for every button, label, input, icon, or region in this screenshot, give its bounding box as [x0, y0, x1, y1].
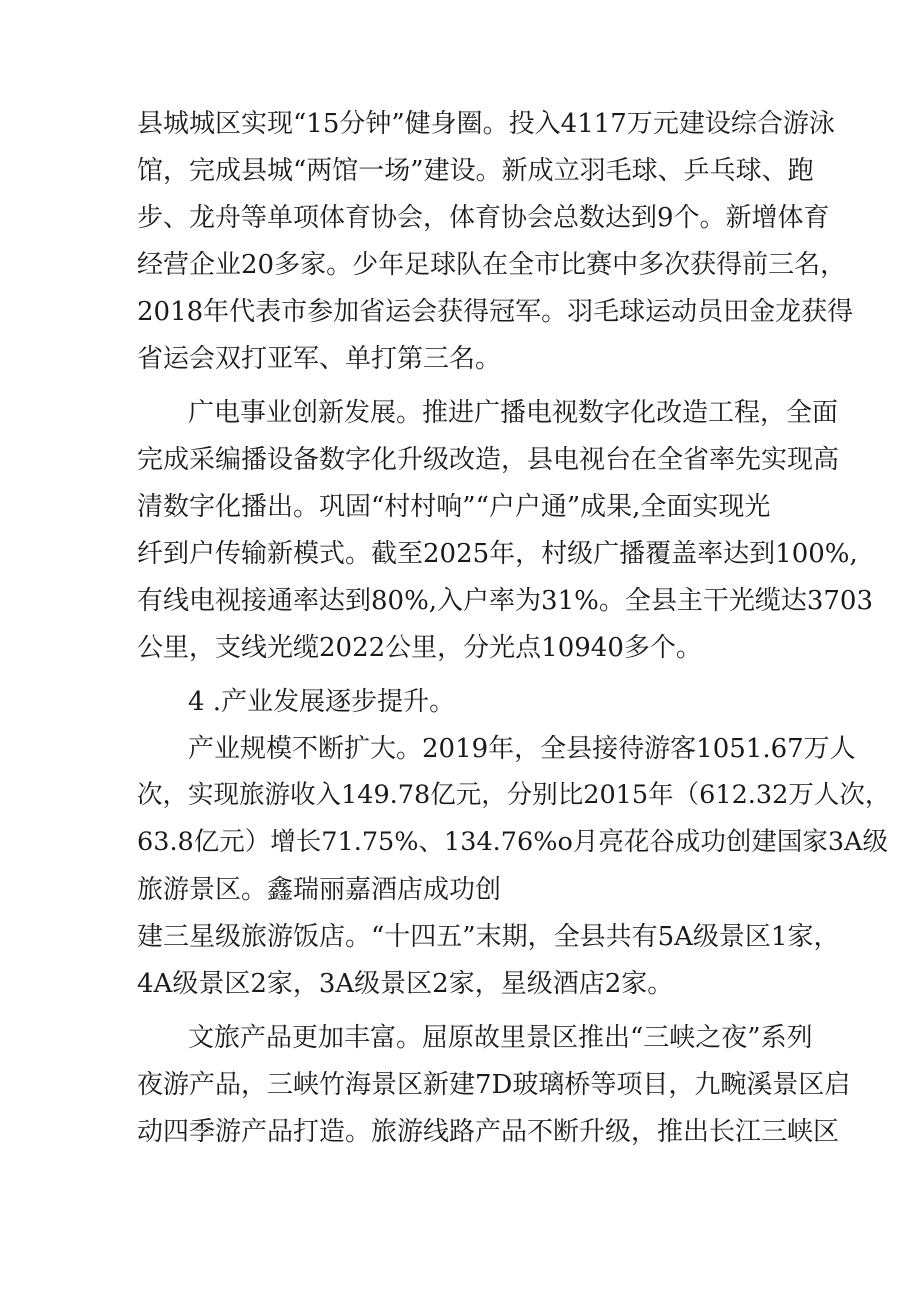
text-line: 夜游产品，三峡竹海景区新建7D玻璃桥等项目，九畹溪景区启 [137, 1070, 851, 1100]
paragraph-start-line: 文旅产品更加丰富。屈原故里景区推出“三峡之夜”系列 [188, 1023, 813, 1053]
text-line: 有线电视接通率达到80%,入户率为31%。全县主干光缆达3703 [137, 586, 874, 616]
section-heading: 4 .产业发展逐步提升。 [188, 687, 456, 717]
text-line: 建三星级旅游饭店。“十四五”末期，全县共有5A级景区1家， [137, 922, 840, 952]
text-line: 63.8亿元）增长71.75%、134.76%o月亮花谷成功创建国家3A级 [137, 827, 888, 857]
paragraph-start-line: 广电事业创新发展。推进广播电视数字化改造工程，全面 [188, 398, 839, 428]
text-line: 步、龙舟等单项体育协会，体育协会总数达到9个。新增体育 [137, 203, 830, 233]
text-line: 县城城区实现“15分钟”健身圈。投入4117万元建设综合游泳 [137, 109, 835, 139]
text-line: 纤到户传输新模式。截至2025年，村级广播覆盖率达到100%, [137, 539, 858, 569]
text-line: 旅游景区。鑫瑞丽嘉酒店成功创 [137, 875, 502, 905]
text-line: 省运会双打亚军、单打第三名。 [137, 344, 502, 374]
text-line: 完成采编播设备数字化升级改造，县电视台在全省率先实现高 [137, 445, 840, 475]
text-line: 馆，完成县城“两馆一场”建设。新成立羽毛球、乒乓球、跑 [137, 156, 814, 186]
text-line: 次，实现旅游收入149.78亿元，分别比2015年（612.32万人次， [137, 780, 891, 810]
text-line: 4A级景区2家，3A级景区2家，星级酒店2家。 [137, 969, 674, 999]
paragraph-start-line: 产业规模不断扩大。2019年，全县接待游客1051.67万人 [188, 734, 856, 764]
text-line: 经营企业20多家。少年足球队在全市比赛中多次获得前三名， [137, 250, 847, 280]
text-line: 公里，支线光缆2022公里，分光点10940多个。 [137, 633, 702, 663]
text-line: 清数字化播出。巩固“村村响”“户户通”成果,全面实现光 [137, 492, 771, 522]
text-line: 动四季游产品打造。旅游线路产品不断升级，推出长江三峡区 [137, 1117, 840, 1147]
text-line: 2018年代表市参加省运会获得冠军。羽毛球运动员田金龙获得 [137, 297, 854, 327]
